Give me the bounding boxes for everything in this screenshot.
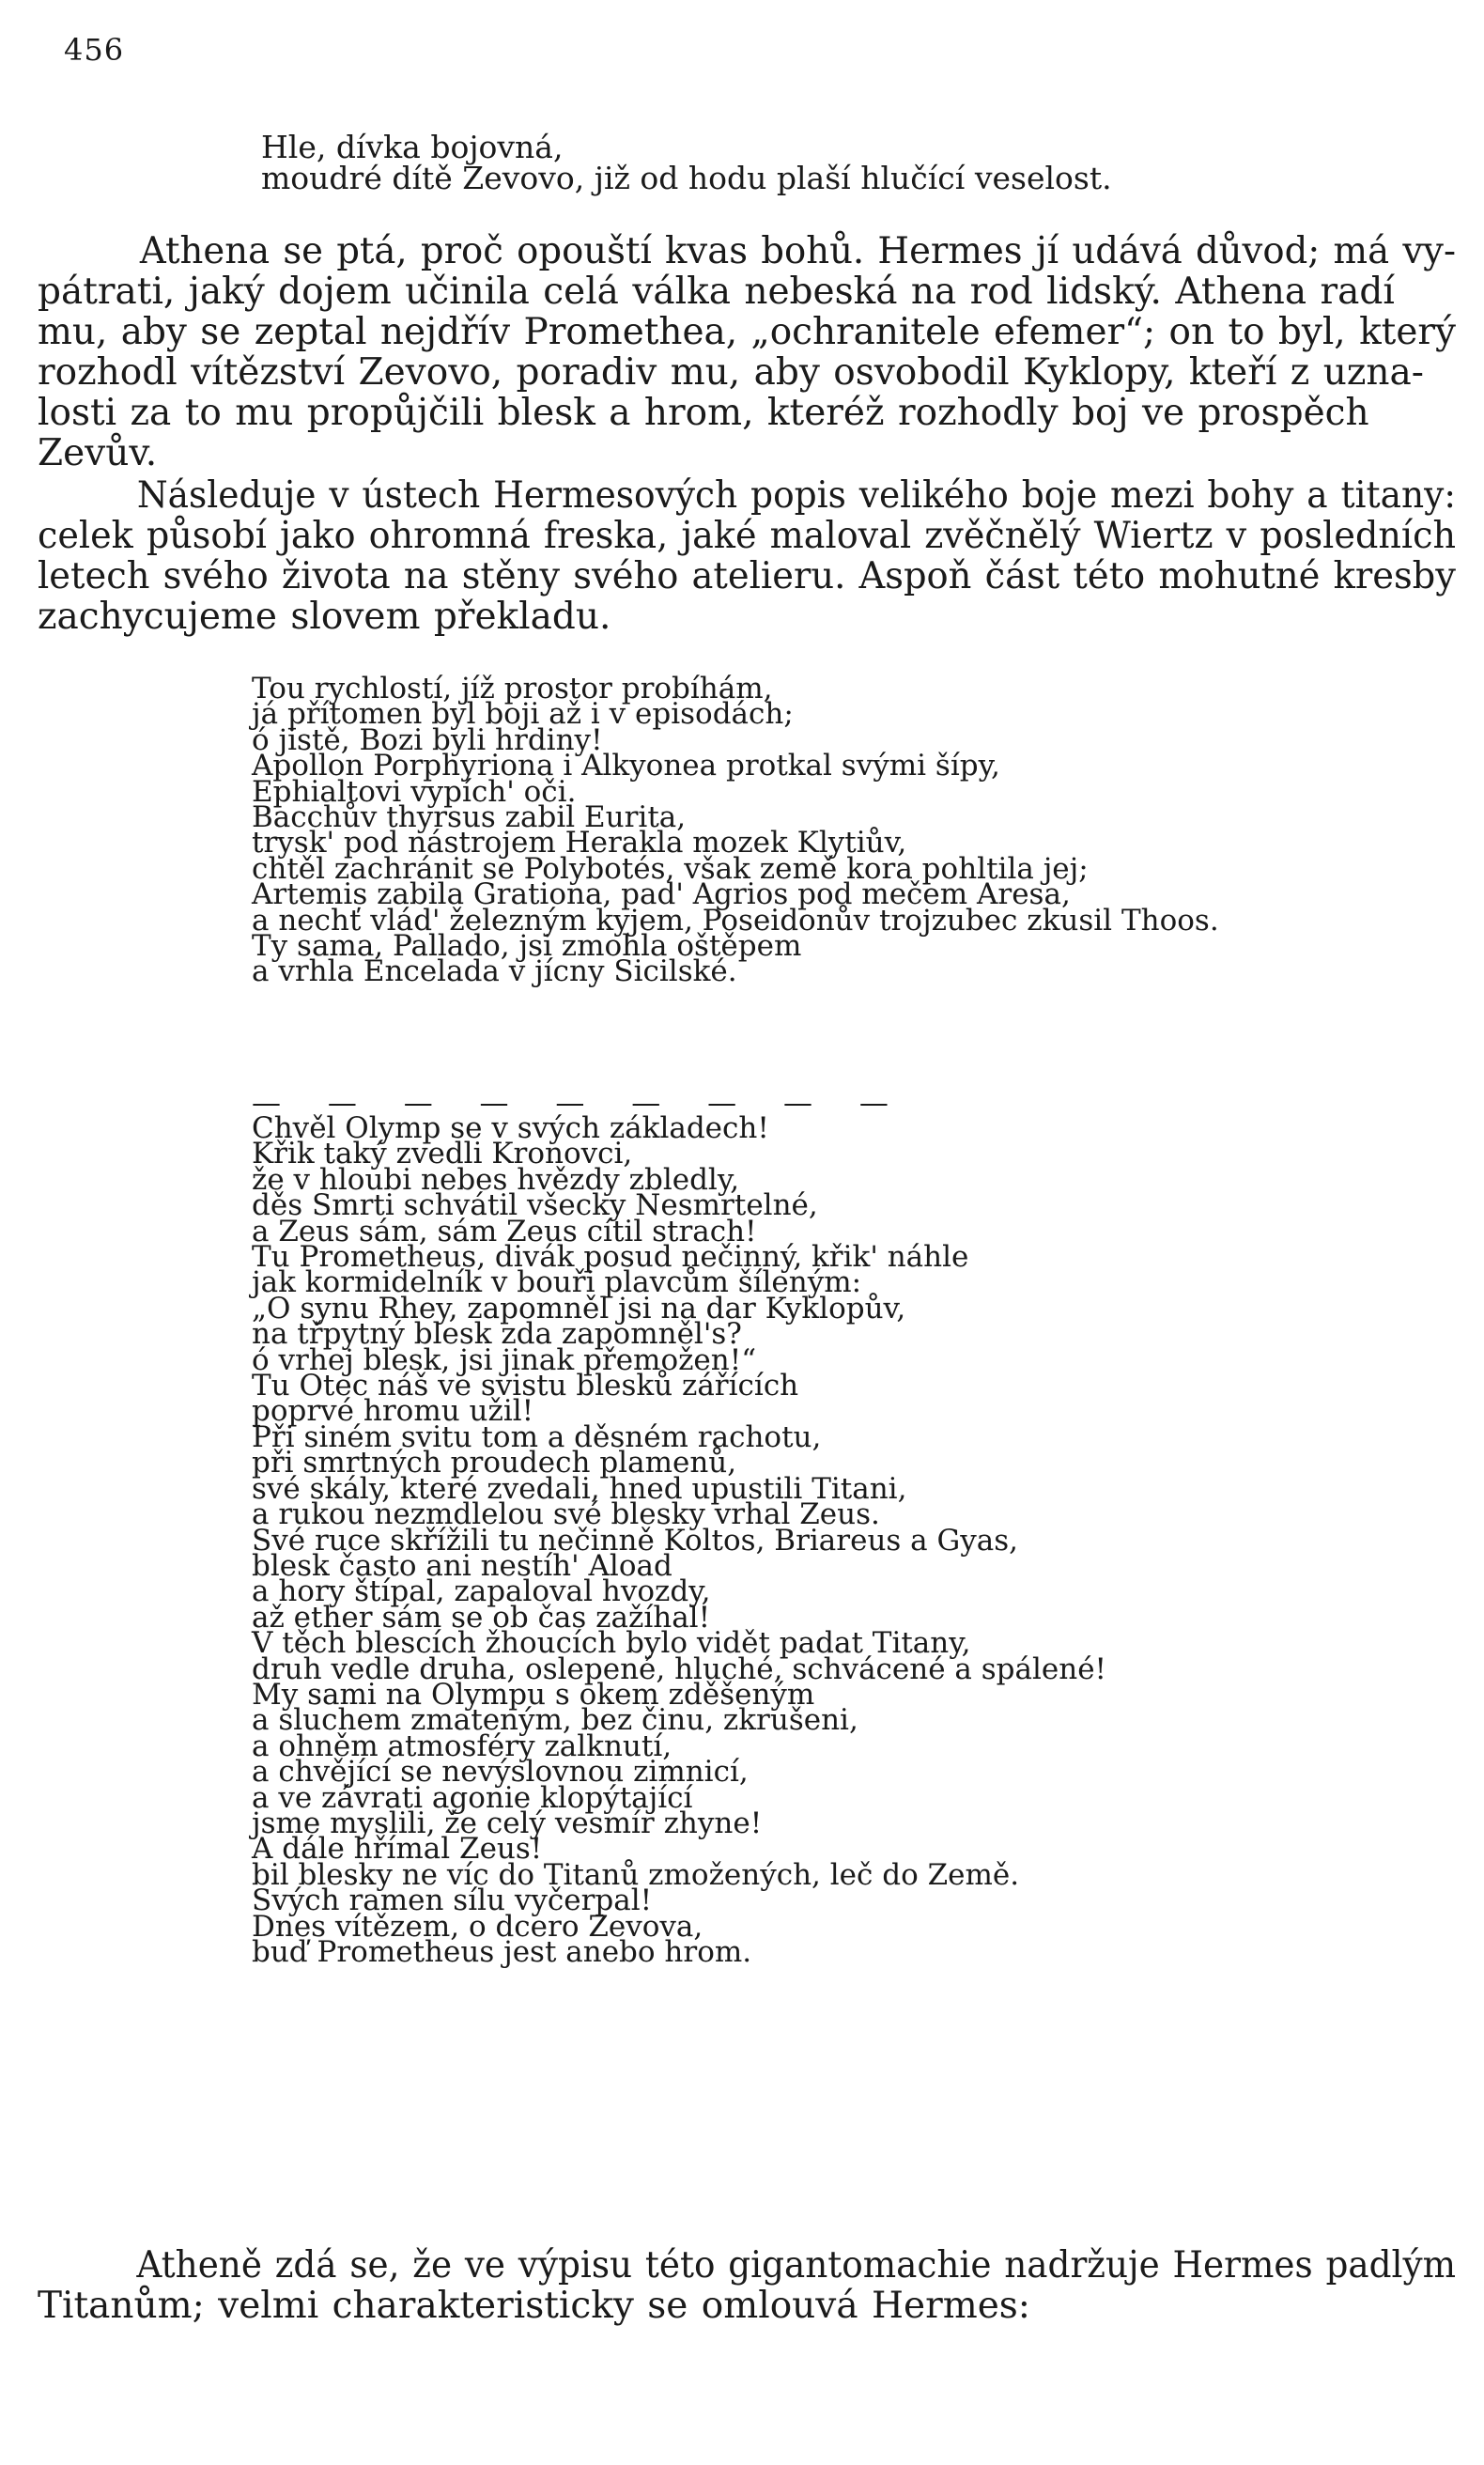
verse-line: Tu Otec náš ve svistu blesků zářících — [252, 1369, 799, 1403]
text-line: mu, aby se zeptal nejdřív Promethea, „ochranitele efemer“; on to byl, který — [38, 311, 1456, 353]
verse-line: jak kormidelník v bouři plavcům šíleným: — [252, 1265, 862, 1300]
text-line: Titanům; velmi charakteristicky se omlouvá Hermes: — [38, 2285, 1030, 2327]
verse-line: a ohněm atmosféry zalknutí, — [252, 1729, 672, 1763]
verse-line: „O synu Rhey, zapomněl jsi na dar Kyklopův, — [252, 1291, 906, 1326]
text-line: rozhodl vítězství Zevovo, poradiv mu, aby osvobodil Kyklopy, kteří z uzna- — [38, 351, 1424, 394]
page-number: 456 — [64, 32, 125, 68]
text-line: letech svého života na stěny svého atelieru. Aspoň část této mohutné kresby — [38, 555, 1456, 597]
verse-line: Ty sama, Pallado, jsi zmohla oštěpem — [252, 929, 802, 964]
verse-line: až ether sám se ob čas zažíhal! — [252, 1600, 711, 1635]
paragraph-1 — [38, 230, 1457, 474]
verse-line: A dále hřímal Zeus! — [252, 1832, 543, 1867]
verse-line: své skály, které zvedali, hned upustili Titani, — [252, 1471, 907, 1506]
verse-line: blesk často ani nestíh' Aload — [252, 1548, 672, 1583]
text-line: pátrati, jaký dojem učinila celá válka nebeská na rod lidský. Athena radí — [38, 271, 1395, 313]
verse-line: My sami na Olympu s okem zděšeným — [252, 1677, 815, 1712]
verse-line: na třpytný blesk zda zapomněl's? — [252, 1317, 742, 1352]
epigraph — [261, 129, 1112, 196]
verse-line: ó jistě, Bozi byli hrdiny! — [252, 722, 603, 757]
epigraph-line: moudré dítě Zevovo, již od hodu plaší hlučící veselost. — [261, 160, 1112, 196]
verse-line: a chvějící se nevýslovnou zimnicí, — [252, 1755, 749, 1790]
verse-line: Apollon Porphyriona i Alkyonea protkal svými šípy, — [252, 749, 1000, 783]
verse-line: Při siném svitu tom a děsném rachotu, — [252, 1419, 822, 1454]
text-line: Athena se ptá, proč opouští kvas bohů. Hermes jí udává důvod; má vy- — [139, 230, 1457, 272]
verse-line: chtěl zachránit se Polybotés, však země kora pohltila jej; — [252, 851, 1089, 886]
verse-line: a hory štípal, zapaloval hvozdy, — [252, 1574, 711, 1609]
text-line: Zevův. — [38, 432, 158, 474]
section-separator: — — — — — — — — — — [252, 1086, 907, 1120]
verse-line: a Zeus sám, sám Zeus cítil strach! — [252, 1214, 757, 1248]
verse-line: a sluchem zmateným, bez činu, zkrušeni, — [252, 1703, 858, 1738]
verse-line: druh vedle druha, oslepené, hluché, schvácené a spálené! — [252, 1651, 1107, 1686]
verse-line: poprvé hromu užil! — [252, 1394, 534, 1429]
text-line: Následuje v ústech Hermesových popis velikého boje mezi bohy a titany: — [136, 474, 1457, 517]
verse-line: Svých ramen sílu vyčerpal! — [252, 1884, 653, 1918]
verse-line: a ve závrati agonie klopýtající — [252, 1780, 693, 1815]
verse-line: děs Smrti schvátil všecky Nesmrtelné, — [252, 1188, 818, 1223]
text-line: zachycujeme slovem překladu. — [38, 596, 611, 638]
verse-line: při smrtných proudech plamenů, — [252, 1446, 737, 1481]
verse-line: Své ruce skřížili tu nečinně Koltos, Briareus a Gyas, — [252, 1523, 1019, 1558]
verse-line: a rukou nezmdlelou své blesky vrhal Zeus. — [252, 1497, 880, 1532]
poem-stanza-1 — [252, 672, 1219, 989]
verse-line: Tou rychlostí, jíž prostor probíhám, — [252, 672, 773, 705]
verse-line: Křik taký zvedli Kronovci, — [252, 1137, 633, 1171]
verse-line: Artemis zabila Grationa, pad' Agrios pod mečem Aresa, — [252, 877, 1071, 912]
text-line: losti za to mu propůjčili blesk a hrom, kteréž rozhodly boj ve prospěch — [38, 392, 1369, 434]
verse-line: já přítomen byl boji až i v episodách; — [252, 697, 794, 732]
verse-line: Ephialtovi vypích' oči. — [252, 774, 577, 809]
verse-line: V těch blescích žhoucích bylo vidět padat Titany, — [252, 1626, 971, 1661]
verse-line: Dnes vítězem, o dcero Zevova, — [252, 1909, 703, 1944]
verse-line: že v hloubi nebes hvězdy zbledly, — [252, 1162, 740, 1197]
verse-line: buď Prometheus jest anebo hrom. — [252, 1935, 752, 1969]
verse-line: jsme myslili, že celý vesmír zhyne! — [252, 1806, 763, 1840]
verse-line: a vrhla Encelada v jícny Sicilské. — [252, 954, 737, 989]
verse-line: a nechť vlád' železným kyjem, Poseidonův trojzubec zkusil Thoos. — [252, 903, 1219, 938]
text-line: Atheně zdá se, že ve výpisu této gigantomachie nadržuje Hermes padlým — [136, 2244, 1457, 2287]
paragraph-3 — [38, 2244, 1457, 2327]
verse-line: Bacchův thyrsus zabil Eurita, — [252, 800, 687, 835]
poem-stanza-2 — [252, 1111, 1107, 1969]
paragraph-2 — [38, 474, 1457, 638]
verse-line: Tu Prometheus, divák posud nečinný, křik' náhle — [252, 1240, 969, 1275]
epigraph-line: Hle, dívka bojovná, — [261, 129, 564, 165]
verse-line: Chvěl Olymp se v svých základech! — [252, 1111, 769, 1145]
verse-line: trysk' pod nástrojem Herakla mozek Klytiův, — [252, 826, 907, 860]
verse-line: bil blesky ne víc do Titanů zmožených, leč do Země. — [252, 1857, 1020, 1892]
text-line: celek působí jako ohromná freska, jaké maloval zvěčnělý Wiertz v posledních — [38, 515, 1456, 557]
verse-line: ó vrhej blesk, jsi jinak přemožen!“ — [252, 1342, 757, 1377]
